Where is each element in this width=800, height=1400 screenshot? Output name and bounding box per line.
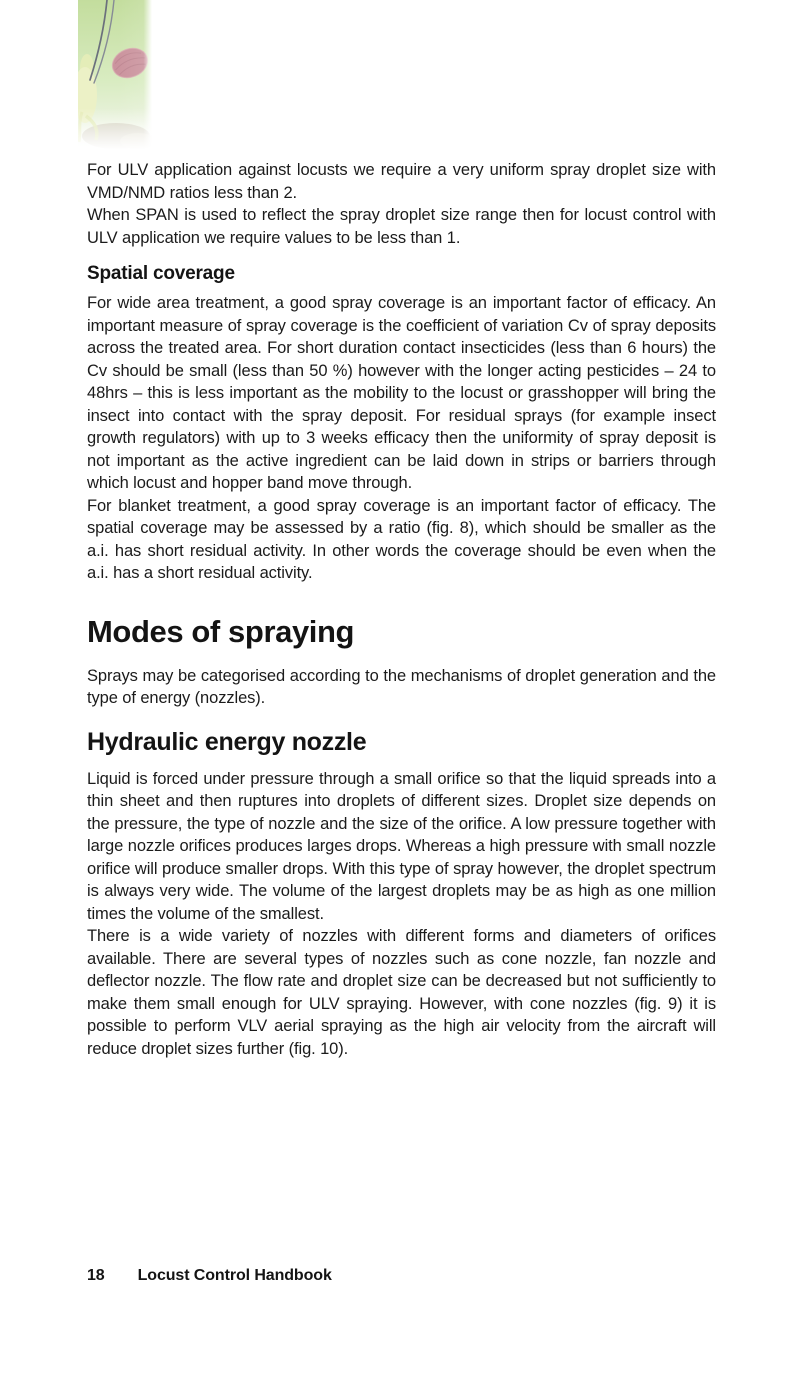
- intro-paragraph-2: When SPAN is used to reflect the spray droplet size range then for locust control with ULV application we require values to be less than 1.: [87, 206, 716, 247]
- book-title: Locust Control Handbook: [137, 1267, 332, 1284]
- modes-paragraph-1: Sprays may be categorised according to the mechanisms of droplet generation and the type of energy (nozzles).: [87, 666, 716, 707]
- text-column: [87, 159, 716, 1060]
- spatial-paragraph-1: For wide area treatment, a good spray coverage is an important factor of efficacy. An important measure of spray coverage is the coefficient of variation Cv of spray deposits across the treated area. For short duration contact insecticides (less than 6 hours) the Cv should be small (less than 50 %) however with the longer acting pesticides – 24 to 48hrs – this is less important as the mobility to the locust or grasshopper will bring the insect into contact with the spray deposit. For residual sprays (for example insect growth regulators) with up to 3 weeks efficacy then the uniformity of spray deposit is not important as the active ingredient can be laid down in strips or barriers through which locust and hopper band move through.: [87, 294, 716, 492]
- heading-modes-of-spraying: Modes of spraying: [87, 613, 355, 649]
- spatial-paragraph-2: For blanket treatment, a good spray coverage is an important factor of efficacy. The spatial coverage may be assessed by a ratio (fig. 8), which should be smaller as the a.i. has short residual activity. In other words the coverage should be even when the a.i. has a short residual activity.: [87, 496, 716, 582]
- intro-paragraph-1: For ULV application against locusts we require a very uniform spray droplet size with VMD/NMD ratios less than 2.: [87, 161, 716, 202]
- photo-bottom-fade: [78, 108, 152, 150]
- heading-hydraulic-energy-nozzle: Hydraulic energy nozzle: [87, 727, 367, 756]
- hydraulic-paragraph-2: There is a wide variety of nozzles with different forms and diameters of orifices available. There are several types of nozzles such as cone nozzle, fan nozzle and deflector nozzle. The flow rate and droplet size can be decreased but not sufficiently to make them small enough for ULV spraying. However, with cone nozzles (fig. 9) it is possible to perform VLV aerial spraying as the high air velocity from the aircraft will reduce droplet sizes further (fig. 10).: [87, 927, 716, 1058]
- page-footer: [87, 1267, 332, 1285]
- page-number: 18: [87, 1267, 105, 1284]
- hydraulic-paragraph-1: Liquid is forced under pressure through a small orifice so that the liquid spreads into a thin sheet and then ruptures into droplets of different sizes. Droplet size depends on the pressure, the type of nozzle and the size of the orifice. A low pressure together with large nozzle orifices produces larges drops. Whereas a high pressure with small nozzle orifice will produce smaller drops. With this type of spray however, the droplet spectrum is always very wide. The volume of the largest droplets may be as high as one million times the volume of the smallest.: [87, 769, 716, 923]
- locust-photo: [78, 0, 152, 150]
- heading-spatial-coverage: Spatial coverage: [87, 263, 235, 284]
